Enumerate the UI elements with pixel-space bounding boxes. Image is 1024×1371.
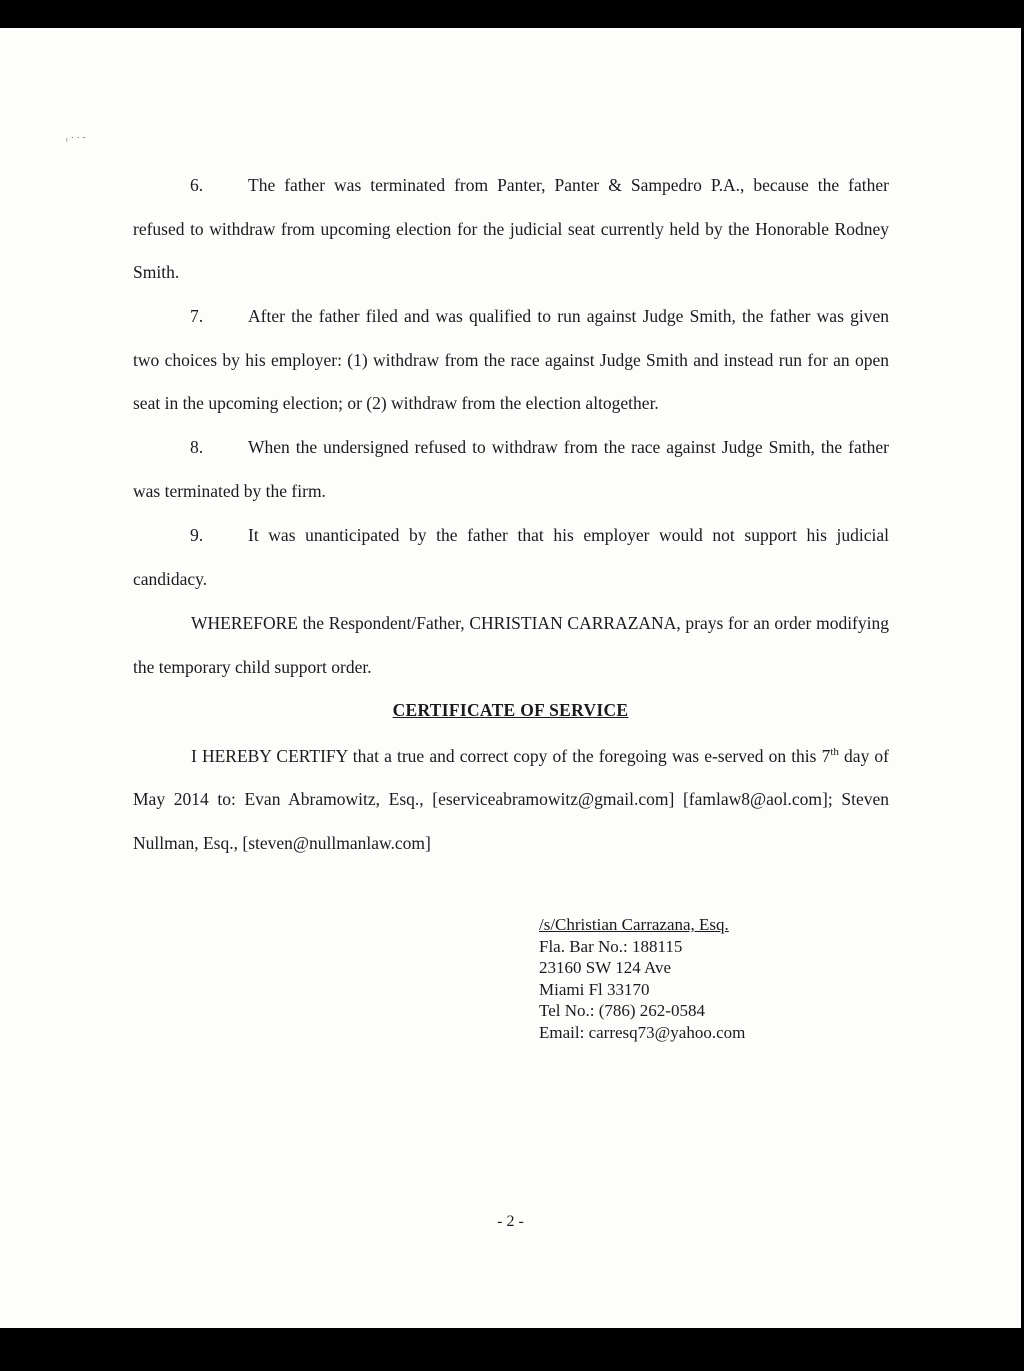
certificate-title: CERTIFICATE OF SERVICE	[392, 700, 629, 720]
paragraph-number: 9.	[190, 525, 204, 545]
certificate-day-suffix: th	[830, 746, 839, 758]
scan-border-top	[0, 0, 1024, 30]
paragraph-6	[133, 164, 889, 295]
signature-block	[539, 914, 745, 1043]
paragraph-text: The father was terminated from Panter, Panter & Sampedro P.A., because the father refused to withdraw from upcoming election for the judicial seat currently held by the Honorable Rodney Smith.	[133, 175, 889, 283]
paragraph-7	[133, 295, 889, 426]
page-number: - 2 -	[497, 1213, 524, 1230]
signature-line: /s/Christian Carrazana, Esq.	[539, 915, 729, 934]
telephone: Tel No.: (786) 262-0584	[539, 1001, 705, 1020]
paragraph-9	[133, 514, 889, 601]
document-page	[0, 28, 1021, 1328]
scan-speck: ʳ ˙ ˙ ˜	[66, 136, 86, 147]
address-line-1: 23160 SW 124 Ave	[539, 958, 672, 977]
certificate-rest: day of May 2014 to: Evan Abramowitz, Esq., [eserviceabramowitz@gmail.com] [famlaw8@aol.com]; Steven Nullman, Esq., [steven@nullmanlaw.com]	[133, 745, 890, 854]
paragraph-text: After the father filed and was qualified to run against Judge Smith, the father was given two choices by his employer: (1) withdraw from the race against Judge Smith and instead run for an open seat in the upcoming election; or (2) withdraw from the election altogether.	[133, 306, 889, 414]
paragraph-number: 6.	[190, 175, 204, 195]
bar-number: Fla. Bar No.: 188115	[539, 936, 683, 956]
paragraph-text: When the undersigned refused to withdraw from the race against Judge Smith, the father was terminated by the firm.	[133, 437, 889, 501]
address-line-2: Miami Fl 33170	[539, 979, 650, 999]
paragraph-number: 7.	[190, 306, 204, 326]
certificate-intro: I HEREBY CERTIFY that a true and correct copy of the foregoing was e-served on this	[191, 745, 817, 766]
certificate-day: 7	[821, 745, 831, 766]
email: Email: carresq73@yahoo.com	[539, 1022, 746, 1042]
wherefore-clause: WHEREFORE the Respondent/Father, CHRISTIAN CARRAZANA, prays for an order modifying the temporary child support order.	[133, 613, 889, 677]
paragraph-text: It was unanticipated by the father that his employer would not support his judicial candidacy.	[133, 525, 889, 589]
certificate-body	[133, 731, 889, 866]
paragraph-8	[133, 426, 889, 513]
paragraph-number: 8.	[190, 437, 204, 457]
